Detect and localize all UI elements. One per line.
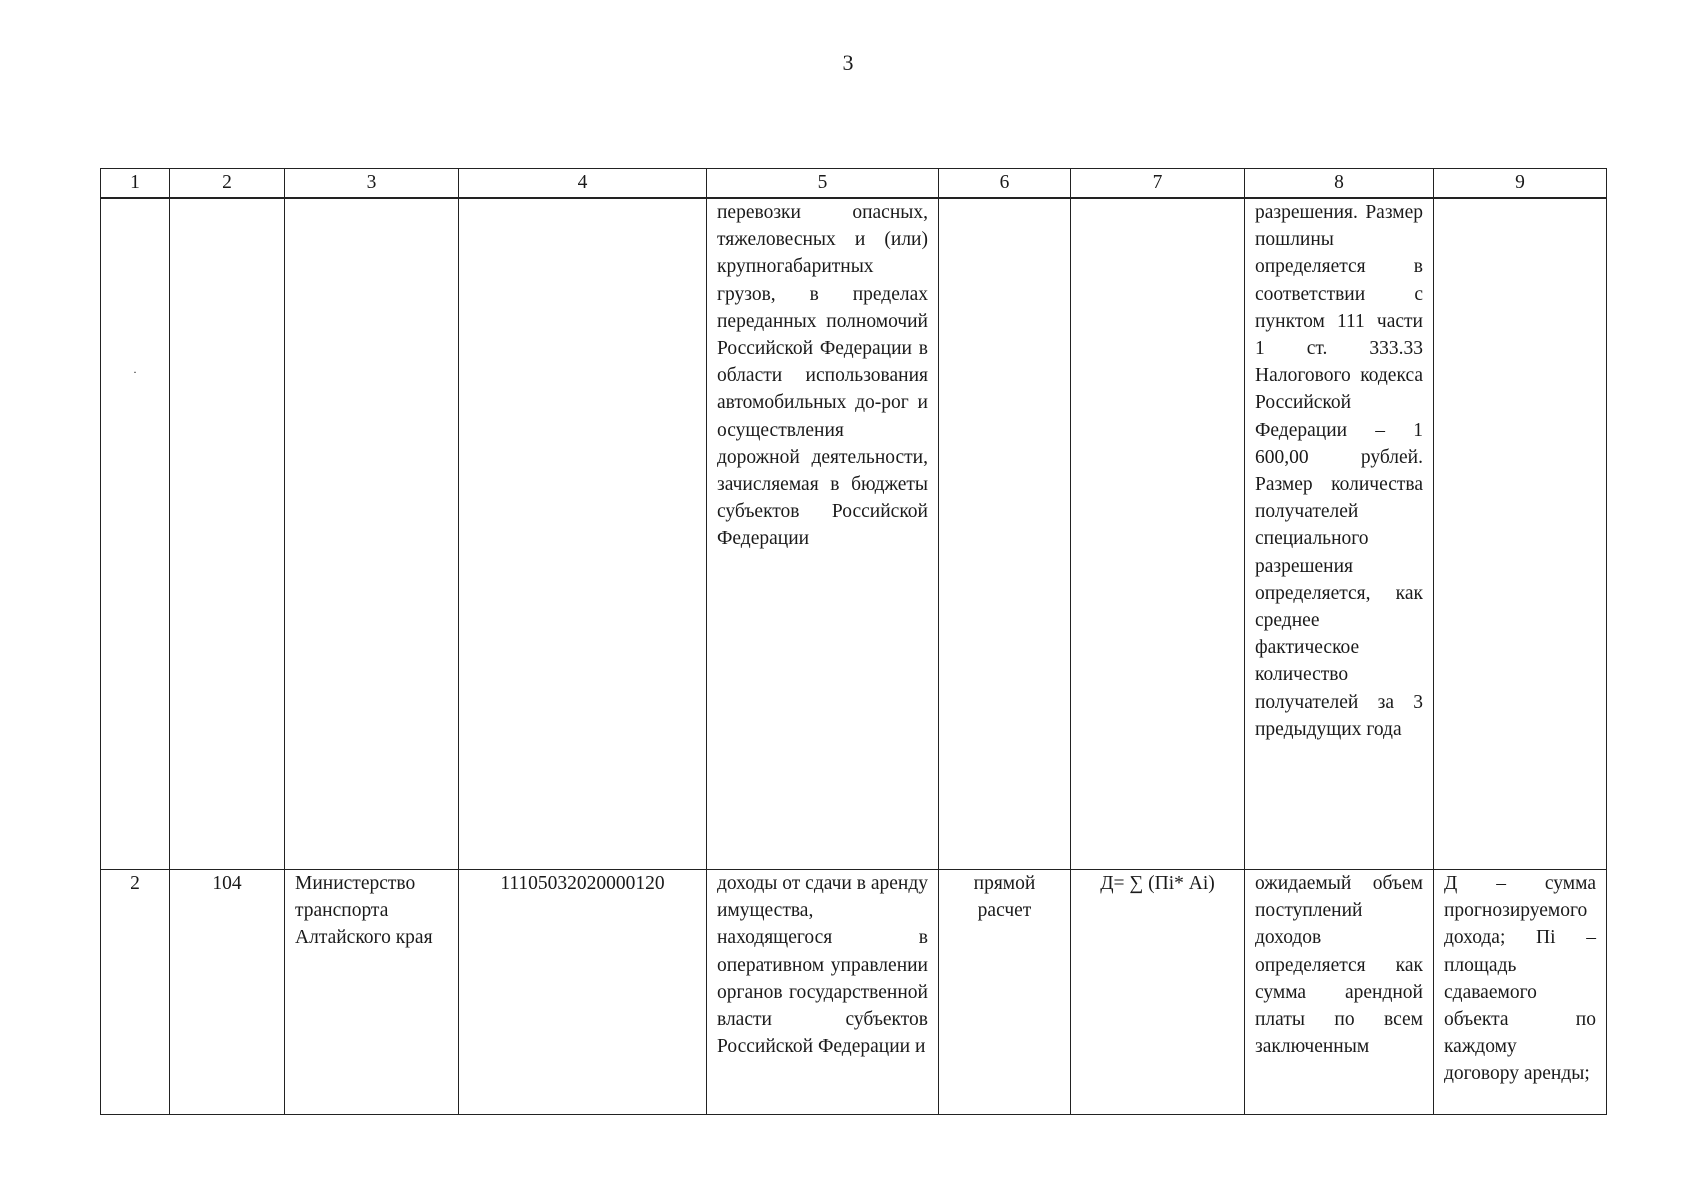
kbk-cell: 11105032020000120 <box>459 870 707 1115</box>
column-header-8: 8 <box>1245 169 1434 199</box>
row-number-cell <box>101 198 170 870</box>
indicators-cell <box>1434 198 1607 870</box>
column-header-7: 7 <box>1071 169 1245 199</box>
administrator-cell <box>285 198 459 870</box>
column-header-1: 1 <box>101 169 170 199</box>
formula-cell: Д= ∑ (Пi* Аi) <box>1071 870 1245 1115</box>
column-header-3: 3 <box>285 169 459 199</box>
revenue-name-cell: доходы от сдачи в аренду имущества, находящегося в оперативном управлении органов государственной власти субъектов Российской Федерации и <box>707 870 939 1115</box>
kbk-cell <box>459 198 707 870</box>
column-header-2: 2 <box>170 169 285 199</box>
revenue-forecast-table <box>100 168 1607 1115</box>
row-number-cell: 2 <box>101 870 170 1115</box>
column-header-4: 4 <box>459 169 707 199</box>
method-cell: прямой расчет <box>939 870 1071 1115</box>
stray-mark: · <box>133 365 137 379</box>
column-header-6: 6 <box>939 169 1071 199</box>
code-cell <box>170 198 285 870</box>
table-row <box>101 198 1607 870</box>
algorithm-cell: разрешения. Размер пошлины определяется в соответствии с пунктом 111 части 1 ст. 333.33 Налогового кодекса Российской Федерации – 1 600,00 рублей. Размер количества получателей специального разрешения определяется, как среднее фактическое количество получателей за 3 предыдущих года <box>1245 198 1434 870</box>
administrator-cell: Министерство транспорта Алтайского края <box>285 870 459 1115</box>
indicators-cell: Д – сумма прогнозируемого дохода; Пi – площадь сдаваемого объекта по каждому договору аренды; <box>1434 870 1607 1115</box>
column-header-5: 5 <box>707 169 939 199</box>
column-header-9: 9 <box>1434 169 1607 199</box>
method-cell <box>939 198 1071 870</box>
code-cell: 104 <box>170 870 285 1115</box>
formula-cell <box>1071 198 1245 870</box>
table-row <box>101 870 1607 1115</box>
revenue-name-cell: перевозки опасных, тяжеловесных и (или) крупногабаритных грузов, в пределах переданных полномочий Российской Федерации в области использования автомобильных до-рог и осуществления дорожной деятельности, зачисляемая в бюджеты субъектов Российской Федерации <box>707 198 939 870</box>
algorithm-cell: ожидаемый объем поступлений доходов определяется как сумма арендной платы по всем заключенным <box>1245 870 1434 1115</box>
page-number: 3 <box>842 50 854 75</box>
column-number-row <box>101 169 1607 199</box>
